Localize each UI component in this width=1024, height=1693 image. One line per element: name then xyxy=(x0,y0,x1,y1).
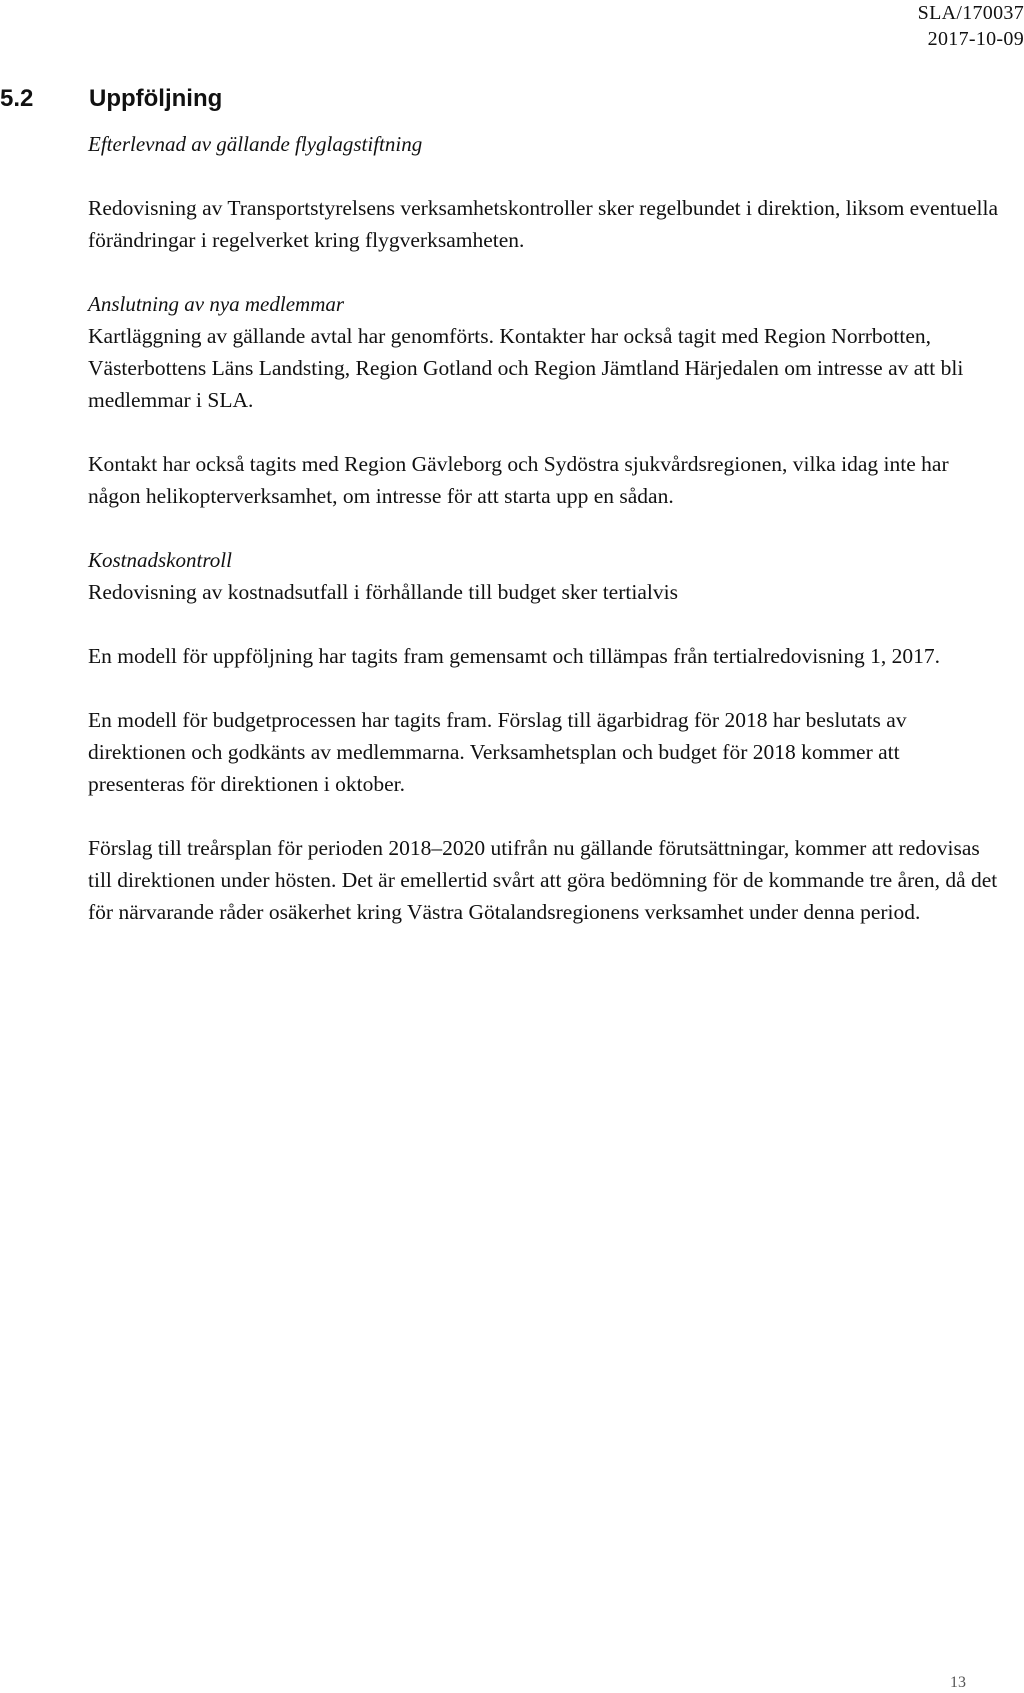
document-reference: SLA/170037 xyxy=(917,2,1024,24)
paragraph: Förslag till treårsplan för perioden 2018–2020 utifrån nu gällande förutsättningar, kommer att redovisas till direktionen under hösten. Det är emellertid svårt att göra bedömning för de kommande tre åren, då det för närvarande råder osäkerhet kring Västra Götalandsregionens verksamhet under denna period. xyxy=(88,836,998,924)
section-title: Uppföljning xyxy=(89,85,223,112)
page-number: 13 xyxy=(950,1674,966,1691)
subheading-flyglagstiftning: Efterlevnad av gällande flyglagstiftning xyxy=(88,132,423,156)
paragraph: En modell för budgetprocessen har tagits fram. Förslag till ägarbidrag för 2018 har beslutats av direktionen och godkänts av medlemmarna. Verksamhetsplan och budget för 2018 kommer att presenteras för direktionen i oktober. xyxy=(88,708,907,796)
paragraph: En modell för uppföljning har tagits fram gemensamt och tillämpas från tertialredovisning 1, 2017. xyxy=(88,644,941,668)
block-flyglagstiftning xyxy=(88,128,998,256)
section-number: 5.2 xyxy=(0,85,34,112)
document-date: 2017-10-09 xyxy=(927,28,1024,50)
document-header xyxy=(918,0,1024,52)
paragraph: Redovisning av Transportstyrelsens verksamhetskontroller sker regelbundet i direktion, liksom eventuella förändringar i regelverket kring flygverksamheten. xyxy=(88,196,999,252)
paragraph: Redovisning av kostnadsutfall i förhållande till budget sker tertialvis xyxy=(88,580,678,604)
paragraph: Kartläggning av gällande avtal har genomförts. Kontakter har också tagit med Region Norrbotten, Västerbottens Läns Landsting, Region Gotland och Region Jämtland Härjedalen om intresse av att bli medlemmar i SLA. xyxy=(88,324,964,412)
section-heading xyxy=(0,84,222,114)
subheading-nya-medlemmar: Anslutning av nya medlemmar xyxy=(88,292,345,316)
subheading-kostnadskontroll: Kostnadskontroll xyxy=(88,548,232,572)
block-kostnadskontroll xyxy=(88,544,998,928)
section-content xyxy=(88,128,998,928)
paragraph: Kontakt har också tagits med Region Gävleborg och Sydöstra sjukvårdsregionen, vilka idag inte har någon helikopterverksamhet, om intresse för att starta upp en sådan. xyxy=(88,452,949,508)
block-nya-medlemmar xyxy=(88,288,998,512)
